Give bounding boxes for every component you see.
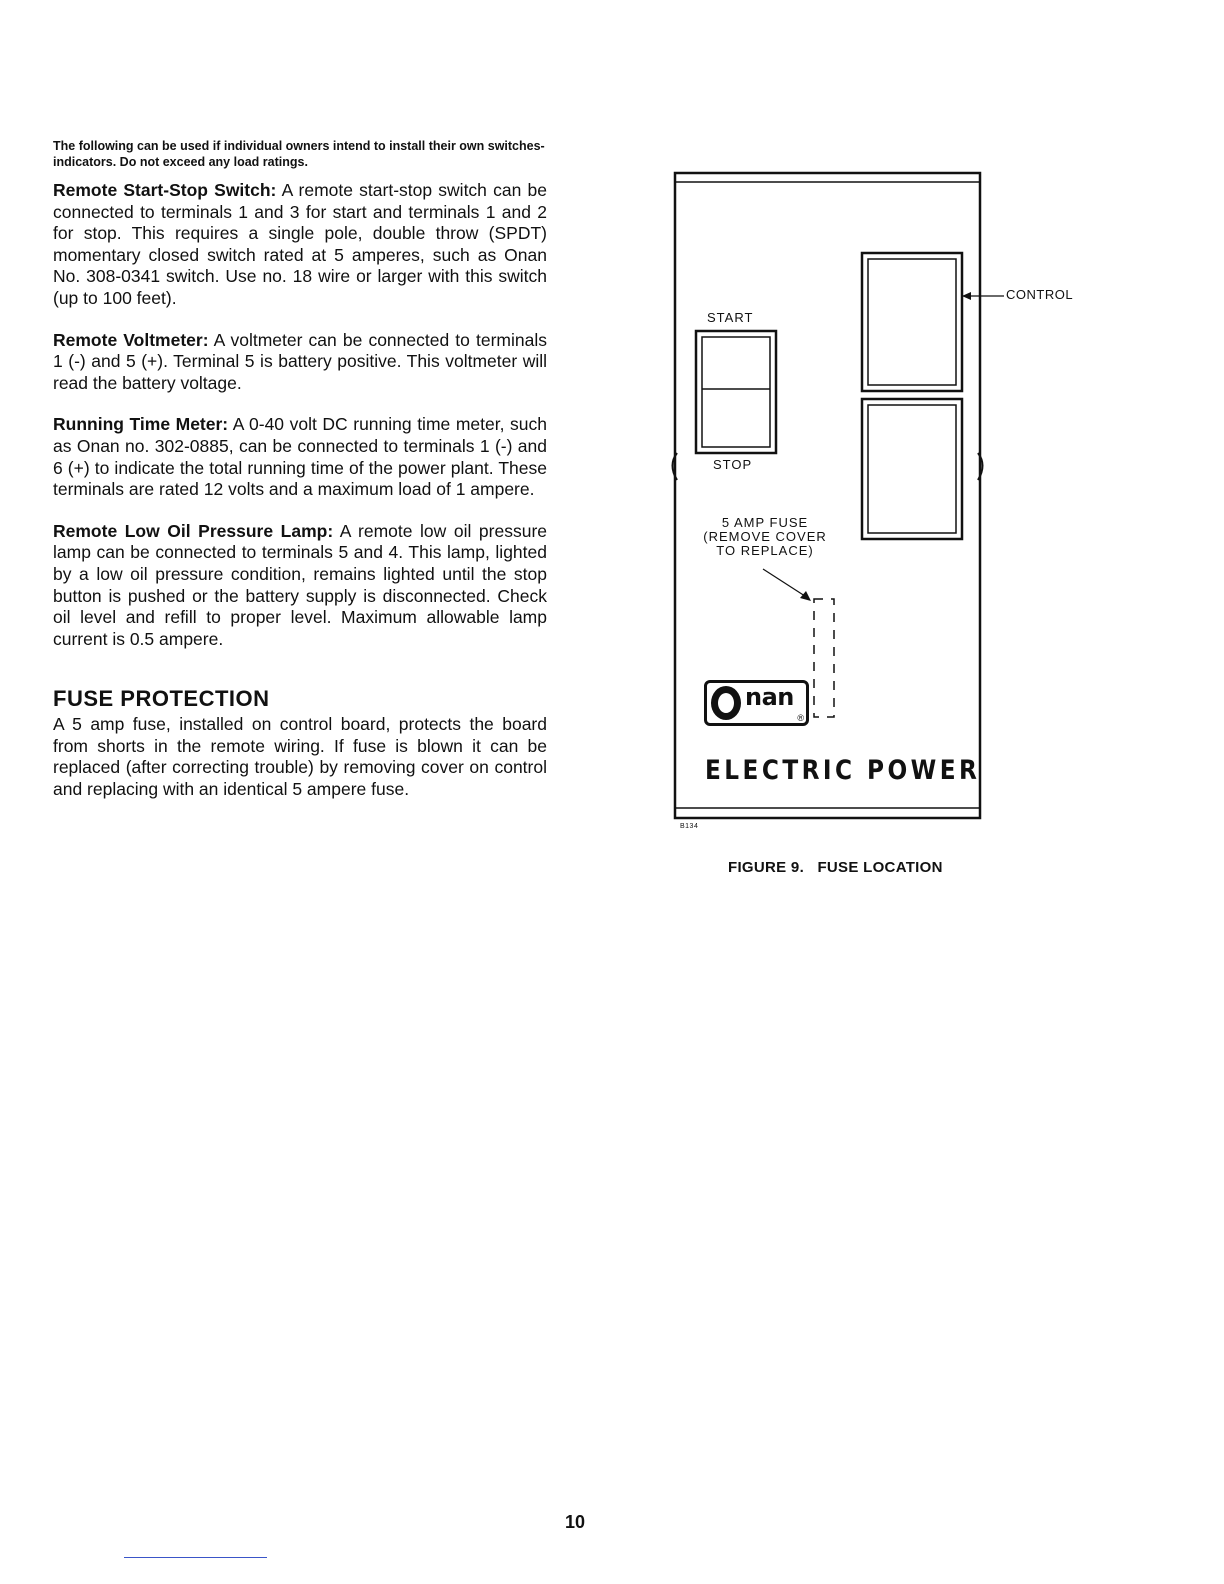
paragraph-lead: Remote Start-Stop Switch: (53, 180, 277, 200)
label-fuse-line: TO REPLACE) (716, 543, 814, 558)
control-upper-box (862, 253, 962, 391)
figure-caption (728, 859, 943, 876)
start-stop-switch-inner (702, 337, 770, 447)
label-start: START (707, 310, 754, 325)
paragraph-lead: Remote Low Oil Pressure Lamp: (53, 520, 334, 541)
paragraph-fuse-protection: A 5 amp fuse, installed on control board, protects the board from shorts in the remote wiring. If fuse is blown it can be replaced (after correcting trouble) by removing cover on control and replacing with an identical 5 ampere fuse. (53, 714, 547, 800)
label-fuse-line: 5 AMP FUSE (721, 515, 809, 530)
fuse-pointer-line (763, 569, 808, 598)
paragraph-remote-start-stop (53, 180, 547, 310)
control-pointer-arrowhead (962, 292, 971, 300)
section-heading-fuse-protection: FUSE PROTECTION (53, 686, 270, 712)
text-column (53, 138, 547, 821)
paragraph-running-time-meter (53, 414, 547, 500)
onan-logo-text: nan (745, 683, 794, 711)
caption-number: FIGURE 9. (728, 859, 805, 876)
footer-rule (124, 1557, 267, 1558)
paragraph-low-oil-pressure-lamp (53, 521, 547, 651)
caption-title: FUSE LOCATION (817, 859, 943, 876)
page-number: 10 (564, 1512, 586, 1532)
paragraph-remote-voltmeter (53, 330, 547, 395)
fuse-cover-outline (814, 599, 834, 717)
onan-logo (704, 680, 809, 726)
paragraph-body: A remote start-stop switch can be connected to terminals 1 and 3 for start and terminals 1 and 2 for stop. This requires a single pole, double throw (SPDT) momentary closed switch rated at 5 amperes, such as Onan No. 308-0341 switch. Use no. 18 wire or larger with this switch (up to 100 feet). (53, 180, 547, 308)
figure-fuse-location (640, 165, 1100, 885)
label-fuse-line: (REMOVE COVER (703, 529, 827, 544)
intro-note: The following can be used if individual owners intend to install their own switches-indicators. Do not exceed any load ratings. (53, 139, 545, 169)
label-fuse (700, 516, 830, 558)
onan-logo-o (711, 686, 741, 720)
paragraph-lead: Remote Voltmeter: (53, 329, 209, 350)
control-lower-box-inner (868, 405, 956, 533)
paragraph-body: A remote low oil pressure lamp can be connected to terminals 5 and 4. This lamp, lighted by a low oil pressure condition, remains lighted until the stop button is pushed or the battery supply is disconnected. Check oil level and refill to proper level. Maximum allowable lamp current is 0.5 ampere. (53, 520, 547, 649)
label-control: CONTROL (1006, 287, 1074, 302)
registered-mark: ® (797, 713, 804, 723)
paragraph-lead: Running Time Meter: (53, 414, 229, 435)
paragraph-body: A 0-40 volt DC running time meter, such as Onan no. 302-0885, can be connected to terminals 1 (-) and 6 (+) to indicate the total running time of the power plant. These terminals are rated 12 volts and a maximum load of 1 ampere. (53, 414, 547, 500)
label-stop: STOP (713, 457, 753, 472)
figure-id: B134 (680, 823, 699, 830)
panel-title: ELECTRIC POWER (705, 755, 981, 786)
start-stop-switch (696, 331, 776, 453)
fuse-pointer-arrowhead (800, 591, 811, 601)
control-lower-box (862, 399, 962, 539)
paragraph-body: A voltmeter can be connected to terminals 1 (-) and 5 (+). Terminal 5 is battery positive. This voltmeter will read the battery voltage. (53, 329, 547, 393)
control-upper-box-inner (868, 259, 956, 385)
